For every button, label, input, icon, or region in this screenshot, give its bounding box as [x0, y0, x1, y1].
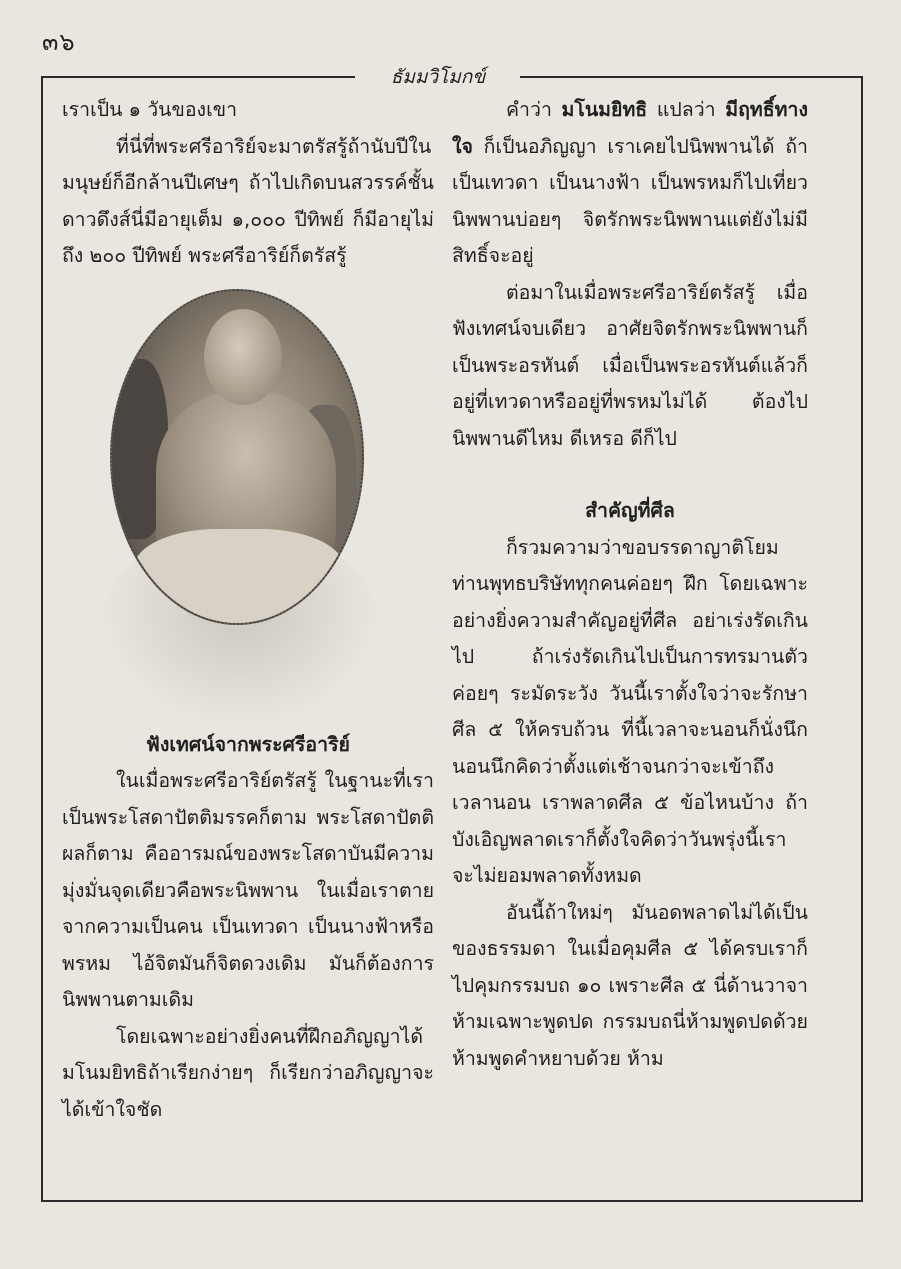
paragraph: อันนี้ถ้าใหม่ๆ มันอดพลาดไม่ได้เป็นของธรรมดา ในเมื่อคุมศีล ๕ ได้ครบเราก็ไปคุมกรรมบถ ๑๐ เพราะศีล ๕ นี่ด้านวาจาห้ามเฉพาะพูดปด กรรมบถนี่ห้ามพูดปดด้วย ห้ามพูดคำหยาบด้วย ห้าม [452, 900, 808, 1070]
section-heading: สำคัญที่ศีล [585, 499, 675, 522]
paragraph: ที่นี่ที่พระศรีอาริย์จะมาตรัสรู้ถ้านับปีในมนุษย์ก็อีกล้านปีเศษๆ ถ้าไปเกิดบนสวรรค์ชั้นดาวดึงส์นี่มีอายุเต็ม ๑,๐๐๐ ปีทิพย์ ก็มีอายุไม่ถึง ๒๐๐ ปีทิพย์ พระศรีอาริย์ก็ตรัสรู้ [62, 134, 434, 267]
running-title: ธัมมวิโมกข์ [390, 66, 486, 88]
term-manomayiddhi: มโนมยิทธิ [561, 98, 648, 121]
left-column [62, 92, 434, 1128]
paragraph: โดยเฉพาะอย่างยิ่งคนที่ฝึกอภิญญาได้ มโนมยิทธิถ้าเรียกง่ายๆ ก็เรียกว่าอภิญญาจะได้เข้าใจชัด [62, 1024, 434, 1121]
photo-area [62, 281, 434, 727]
seat-cushion [134, 529, 344, 625]
right-column [452, 92, 808, 1077]
paragraph: ก็รวมความว่าขอบรรดาญาติโยมท่านพุทธบริษัททุกคนค่อยๆ ฝึก โดยเฉพาะอย่างยิ่งความสำคัญอยู่ที่ศีล อย่าเร่งรัดเกินไป ถ้าเร่งรัดเกินไปเป็นการทรมานตัว ค่อยๆ ระมัดระวัง วันนี้เราตั้งใจว่าจะรักษาศีล ๕ ให้ครบถ้วน ที่นี้เวลาจะนอนก็นั่งนึกนอนนึกคิดว่าตั้งแต่เช้าจนกว่าจะเข้าถึงเวลานอน เราพลาดศีล ๕ ข้อไหนบ้าง ถ้าบังเอิญพลาดเราก็ตั้งใจคิดว่าวันพรุ่งนี้เราจะไม่ยอมพลาดทั้งหมด [452, 535, 808, 887]
paragraph: เราเป็น ๑ วันของเขา [62, 98, 238, 121]
page-number: ๓๖ [42, 28, 76, 56]
paragraph: ต่อมาในเมื่อพระศรีอาริย์ตรัสรู้ เมื่อฟังเทศน์จบเดียว อาศัยจิตรักพระนิพพานก็เป็นพระอรหันต์ เมื่อเป็นพระอรหันต์แล้วก็อยู่ที่เทวดาหรืออยู่ที่พรหมไม่ได้ ต้องไปนิพพานดีไหม ดีเหรอ ดีก็ไป [452, 280, 808, 450]
text-run: ก็เป็นอภิญญา เราเคยไปนิพพานได้ ถ้าเป็นเทวดา เป็นนางฟ้า เป็นพรหมก็ไปเที่ยวนิพพานบ่อยๆ จิตรักพระนิพพานแต่ยังไม่มีสิทธิ์จะอยู่ [452, 134, 808, 267]
section-heading: ฟังเทศน์จากพระศรีอาริย์ [146, 732, 350, 756]
monk-head [204, 309, 282, 405]
text-run: คำว่า [506, 98, 562, 121]
monk-photo [110, 289, 364, 625]
term-mind-power: มีฤทธิ์ทางใจ [452, 98, 808, 158]
paragraph [452, 92, 808, 275]
text-run: แปลว่า [647, 98, 726, 121]
paragraph: ในเมื่อพระศรีอาริย์ตรัสรู้ ในฐานะที่เราเป็นพระโสดาปัตติมรรคก็ตาม พระโสดาปัตติผลก็ตาม คืออารมณ์ของพระโสดาบันมีความมุ่งมั่นจุดเดียวคือพระนิพพาน ในเมื่อเราตายจากความเป็นคน เป็นเทวดา เป็นนางฟ้าหรือพรหม ไอ้จิตมันก็จิตดวงเดิม มันก็ต้องการนิพพานตามเดิม [62, 769, 434, 1011]
